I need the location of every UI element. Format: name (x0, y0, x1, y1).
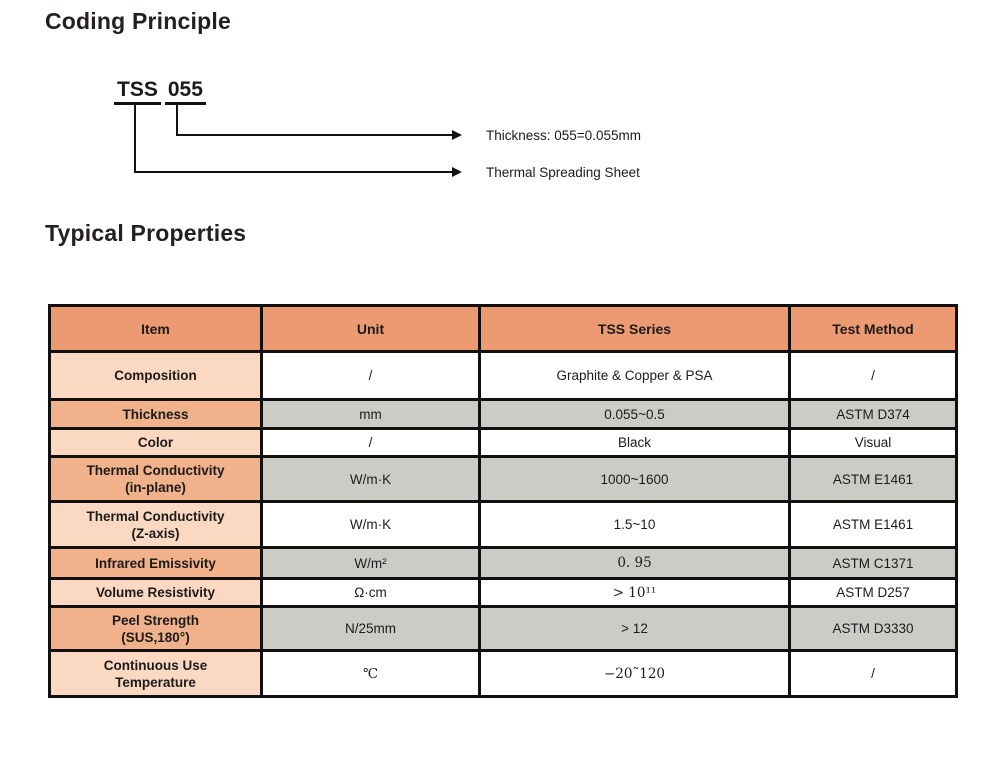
tss-series-cell: 1000~1600 (480, 457, 790, 502)
tss-series-cell: −20˜120 (480, 651, 790, 697)
unit-cell: N/25mm (262, 607, 480, 651)
arrow-right-icon (452, 167, 462, 177)
test-method-cell: ASTM D3330 (790, 607, 957, 651)
unit-cell: / (262, 429, 480, 457)
table-row-infrared-emissivity (50, 548, 957, 579)
typical-properties-title: Typical Properties (45, 220, 247, 246)
connector-line-horizontal-tss (134, 171, 452, 173)
arrow-right-icon (452, 130, 462, 140)
tss-series-cell: Graphite & Copper & PSA (480, 352, 790, 400)
item-cell: Continuous Use Temperature (50, 651, 262, 697)
table-row-color (50, 429, 957, 457)
unit-cell: W/m² (262, 548, 480, 579)
table-row-thermal-conductivity-z-axis (50, 502, 957, 548)
test-method-cell: ASTM E1461 (790, 502, 957, 548)
table-row-volume-resistivity (50, 579, 957, 607)
item-cell: Composition (50, 352, 262, 400)
table-row-thickness (50, 400, 957, 429)
unit-cell: mm (262, 400, 480, 429)
unit-cell: W/m·K (262, 502, 480, 548)
table-row-continuous-use-temperature (50, 651, 957, 697)
product-code (114, 78, 206, 105)
test-method-cell: ASTM C1371 (790, 548, 957, 579)
unit-cell: W/m·K (262, 457, 480, 502)
item-cell: Thickness (50, 400, 262, 429)
unit-cell: / (262, 352, 480, 400)
item-cell: Volume Resistivity (50, 579, 262, 607)
table-row-peel-strength (50, 607, 957, 651)
tss-series-cell: > 10¹¹ (480, 579, 790, 607)
header-test-method: Test Method (790, 306, 957, 352)
test-method-cell: ASTM E1461 (790, 457, 957, 502)
callout-thermal-spreading-sheet: Thermal Spreading Sheet (486, 165, 640, 180)
unit-cell: ℃ (262, 651, 480, 697)
code-suffix: 055 (165, 78, 206, 105)
test-method-cell: ASTM D374 (790, 400, 957, 429)
test-method-cell: / (790, 352, 957, 400)
item-cell: Thermal Conductivity (Z-axis) (50, 502, 262, 548)
table-row-thermal-conductivity-in-plane (50, 457, 957, 502)
tss-series-cell: 0.055~0.5 (480, 400, 790, 429)
tss-series-cell: Black (480, 429, 790, 457)
table-row-composition (50, 352, 957, 400)
item-cell: Color (50, 429, 262, 457)
header-tss-series: TSS Series (480, 306, 790, 352)
tss-series-cell: 1.5~10 (480, 502, 790, 548)
connector-line-vertical-055 (176, 104, 178, 136)
tss-series-cell: 0. 95 (480, 548, 790, 579)
test-method-cell: Visual (790, 429, 957, 457)
tss-series-cell: > 12 (480, 607, 790, 651)
properties-table (48, 304, 958, 698)
item-cell: Peel Strength (SUS,180°) (50, 607, 262, 651)
unit-cell: Ω·cm (262, 579, 480, 607)
item-cell: Infrared Emissivity (50, 548, 262, 579)
callout-thickness: Thickness: 055=0.055mm (486, 128, 641, 143)
table-header-row (50, 306, 957, 352)
item-cell: Thermal Conductivity (in-plane) (50, 457, 262, 502)
code-prefix: TSS (114, 78, 161, 105)
coding-principle-title: Coding Principle (45, 8, 231, 34)
test-method-cell: ASTM D257 (790, 579, 957, 607)
header-unit: Unit (262, 306, 480, 352)
connector-line-horizontal-055 (176, 134, 453, 136)
test-method-cell: / (790, 651, 957, 697)
connector-line-vertical-tss (134, 104, 136, 172)
header-item: Item (50, 306, 262, 352)
